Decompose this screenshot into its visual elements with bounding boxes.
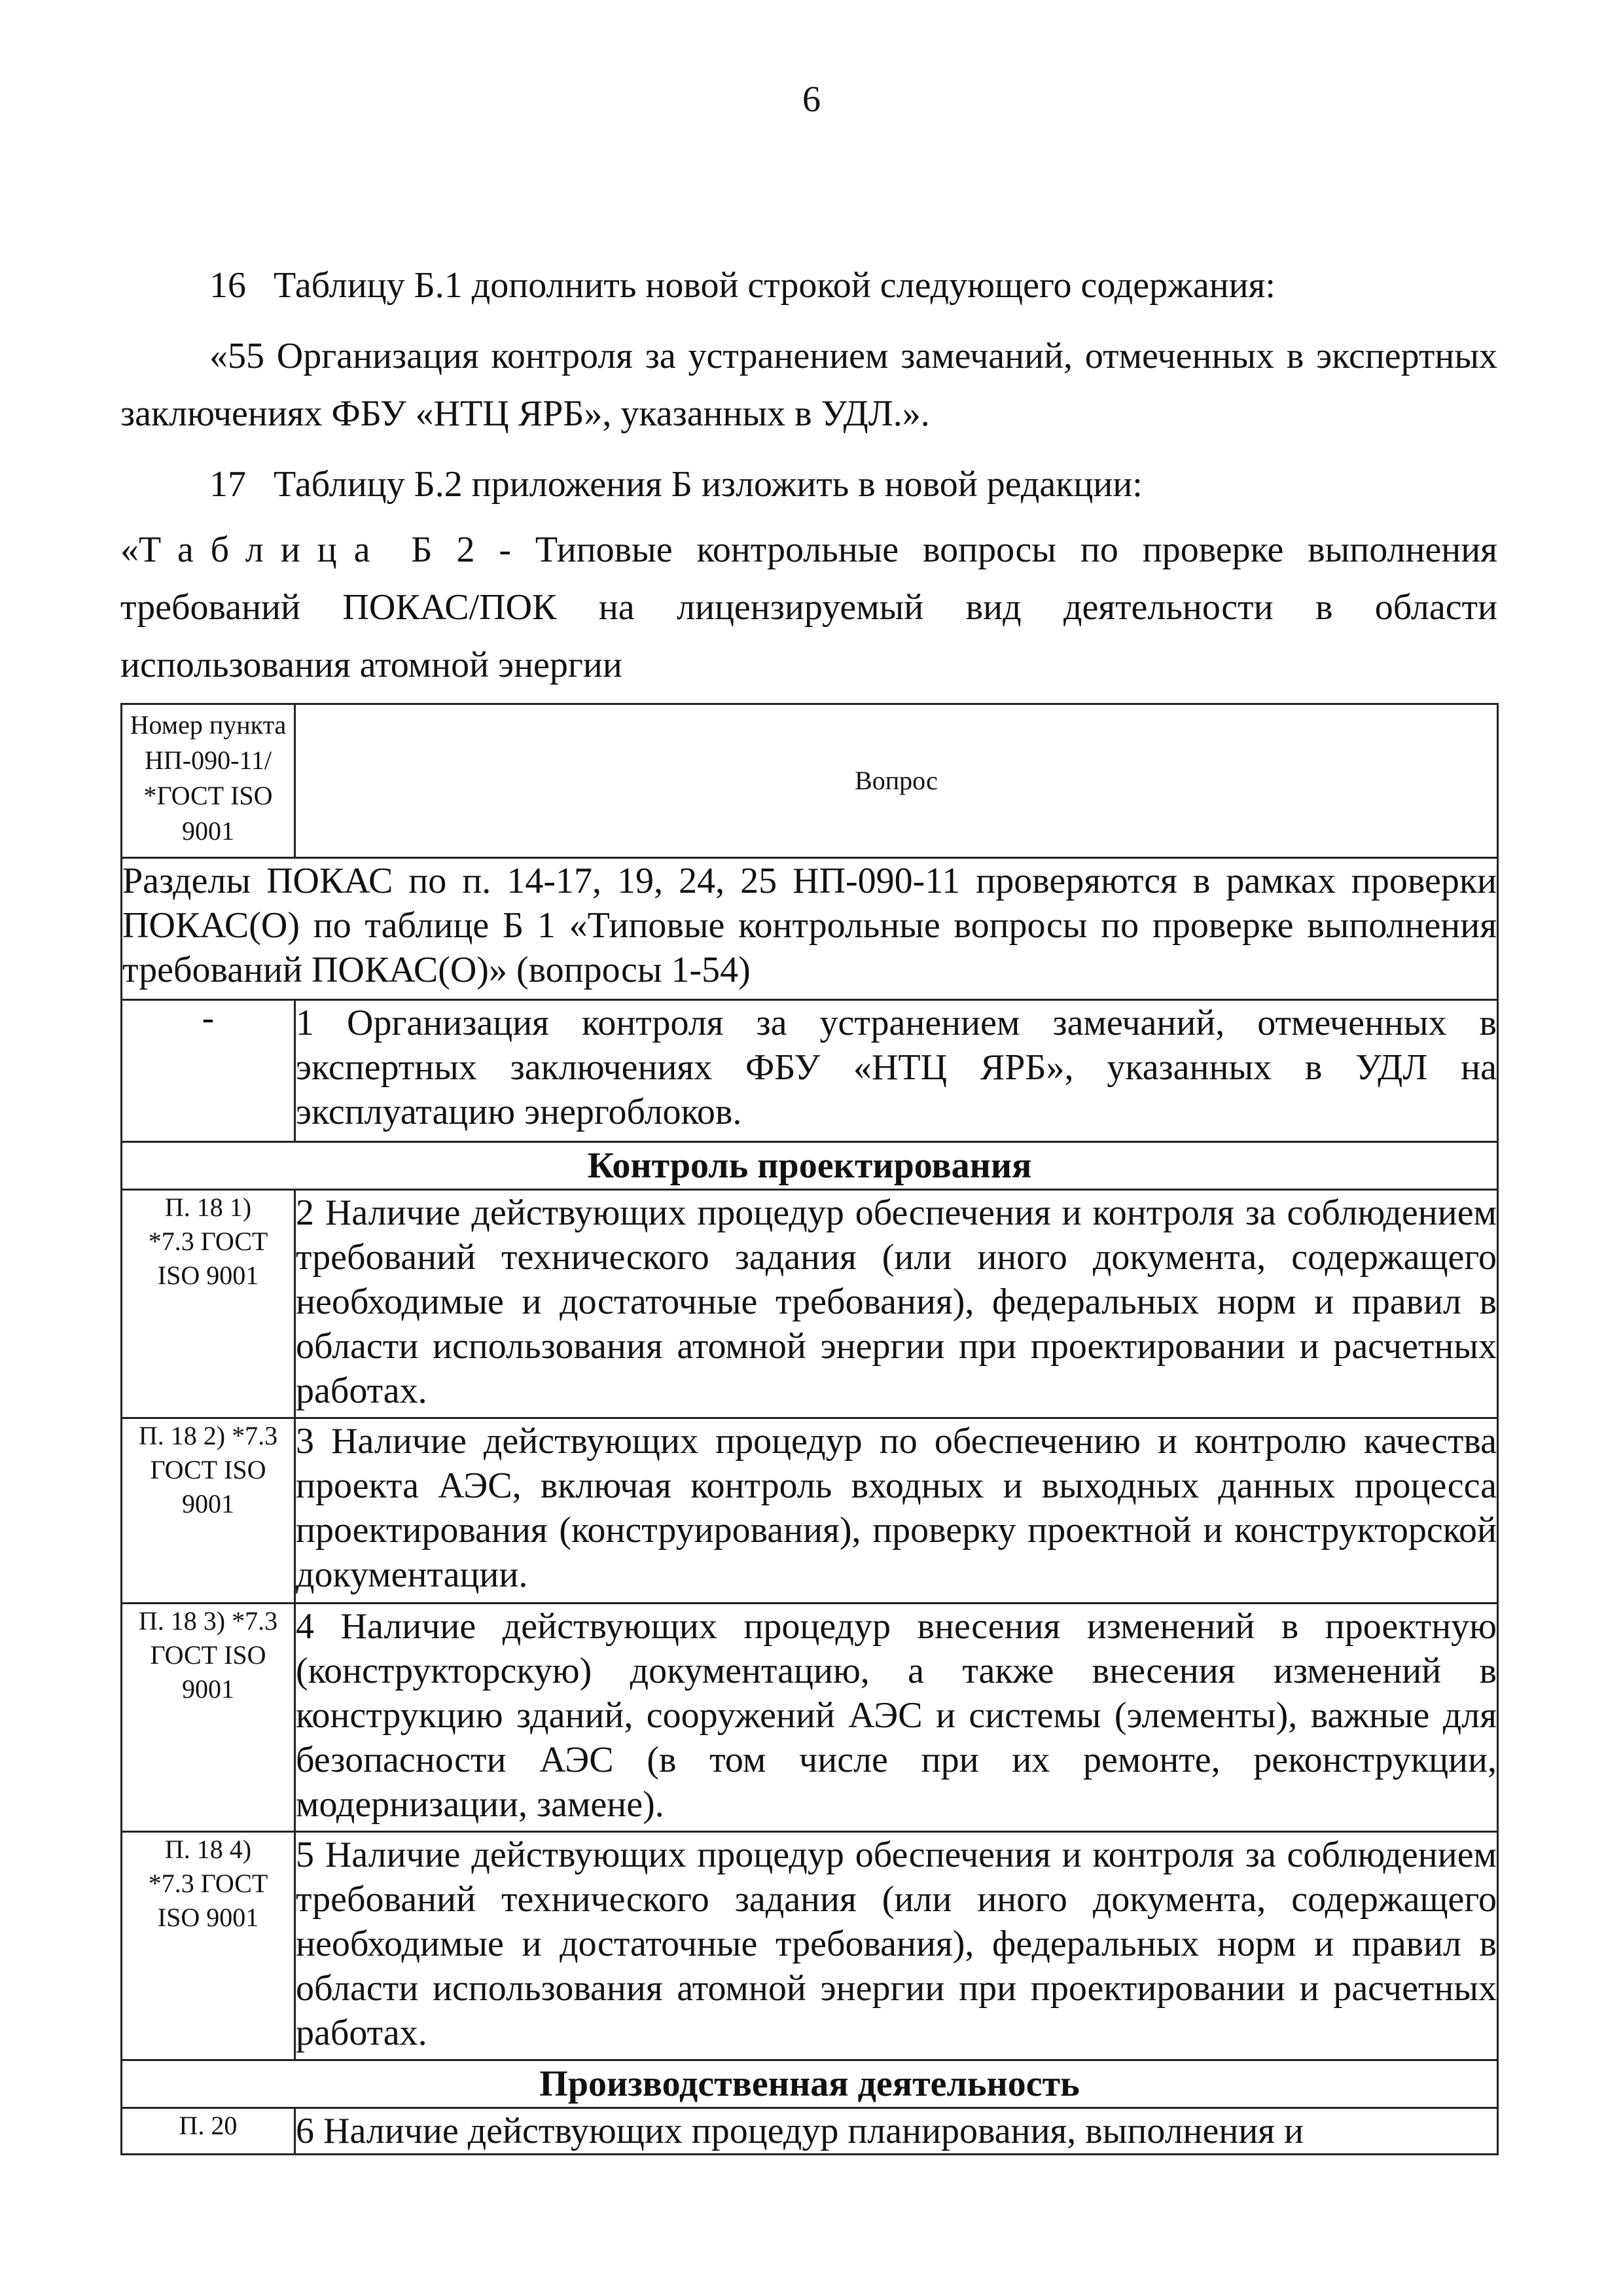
paragraph-16: 16 Таблицу Б.1 дополнить новой строкой следующего содержания: xyxy=(209,265,1275,306)
row-number-line: П. 18 4) xyxy=(164,1835,252,1864)
header-num-line: НП-090-11/ xyxy=(144,745,272,775)
row-number-line: П. 18 2) *7.3 xyxy=(138,1421,278,1450)
intro-cell: Разделы ПОКАС по п. 14-17, 19, 24, 25 НП-090-11 проверяются в рамках проверки ПОКАС(О) по таблице Б 1 «Типовые контрольные вопросы по проверке выполнения требований ПОКАС(О)» (вопросы 1-54) xyxy=(122,858,1498,1000)
table-row xyxy=(122,1832,1498,2060)
section-title-design: Контроль проектирования xyxy=(122,1142,1498,1190)
row-number-line: ISO 9001 xyxy=(157,1261,259,1290)
table-header-row xyxy=(122,704,1498,858)
row-number-line: 9001 xyxy=(182,1489,234,1518)
caption-open-quote: « xyxy=(120,529,139,570)
row-number-line: ГОСТ ISO xyxy=(150,1640,266,1670)
row-number-line: *7.3 ГОСТ xyxy=(148,1227,268,1256)
header-item-number xyxy=(122,704,295,858)
row-question: 6 Наличие действующих процедур планирования, выполнения и xyxy=(295,2108,1498,2155)
header-num-line: *ГОСТ ISO xyxy=(143,781,273,810)
row-number-line: П. 18 1) xyxy=(164,1193,252,1222)
row-number xyxy=(122,1190,295,1418)
page-number: 6 xyxy=(802,79,821,120)
table-row-intro xyxy=(122,858,1498,1000)
header-num-line: 9001 xyxy=(182,816,234,846)
row-number xyxy=(122,1832,295,2060)
header-question: Вопрос xyxy=(295,704,1498,858)
caption-text: Б 2 - Типовые контрольные вопросы по проверке выполнения требований ПОКАС/ПОК на лицензируемый вид деятельности в области использования атомной энергии xyxy=(120,529,1497,685)
row-number-line: ГОСТ ISO xyxy=(150,1455,266,1484)
section-row xyxy=(122,2060,1498,2108)
row-number-line: 9001 xyxy=(182,1674,234,1704)
table-row xyxy=(122,1604,1498,1832)
row-number-line: ISO 9001 xyxy=(157,1903,259,1932)
row-question: 2 Наличие действующих процедур обеспечения и контроля за соблюдением требований технического задания (или иного документа, содержащего необходимые и достаточные требования), федеральных норм и правил в области использования атомной энергии при проектировании и расчетных работах. xyxy=(295,1190,1498,1418)
paragraph-55: «55 Организация контроля за устранением замечаний, отмеченных в экспертных заключениях ФБУ «НТЦ ЯРБ», указанных в УДЛ.». xyxy=(120,336,1497,434)
row-number: - xyxy=(122,1000,295,1142)
section-title-production: Производственная деятельность xyxy=(122,2060,1498,2108)
row-question: 4 Наличие действующих процедур внесения изменений в проектную (конструкторскую) документацию, а также внесения изменений в конструкцию зданий, сооружений АЭС и системы (элементы), важные для безопасности АЭС (в том числе при их ремонте, реконструкции, модернизации, замене). xyxy=(295,1604,1498,1832)
requirements-table xyxy=(120,703,1499,2155)
row-question: 1 Организация контроля за устранением замечаний, отмеченных в экспертных заключениях ФБУ «НТЦ ЯРБ», указанных в УДЛ на эксплуатацию энергоблоков. xyxy=(295,1000,1498,1142)
table-row xyxy=(122,1000,1498,1142)
row-question: 3 Наличие действующих процедур по обеспечению и контролю качества проекта АЭС, включая контроль входных и выходных данных процесса проектирования (конструирования), проверку проектной и конструкторской документации. xyxy=(295,1418,1498,1604)
row-number xyxy=(122,1604,295,1832)
table-row xyxy=(122,1418,1498,1604)
row-number xyxy=(122,1418,295,1604)
row-number: П. 20 xyxy=(122,2108,295,2155)
paragraph-17: 17 Таблицу Б.2 приложения Б изложить в новой редакции: xyxy=(209,464,1143,505)
section-row xyxy=(122,1142,1498,1190)
row-number-line: П. 18 3) *7.3 xyxy=(138,1606,278,1636)
row-question: 5 Наличие действующих процедур обеспечения и контроля за соблюдением требований технического задания (или иного документа, содержащего необходимые и достаточные требования), федеральных норм и правил в области использования атомной энергии при проектировании и расчетных работах. xyxy=(295,1832,1498,2060)
table-row xyxy=(122,2108,1498,2155)
table-caption xyxy=(120,521,1497,694)
table-row xyxy=(122,1190,1498,1418)
caption-word: Таблица xyxy=(139,529,387,570)
header-num-line: Номер пункта xyxy=(130,710,287,740)
row-number-line: *7.3 ГОСТ xyxy=(148,1869,268,1898)
